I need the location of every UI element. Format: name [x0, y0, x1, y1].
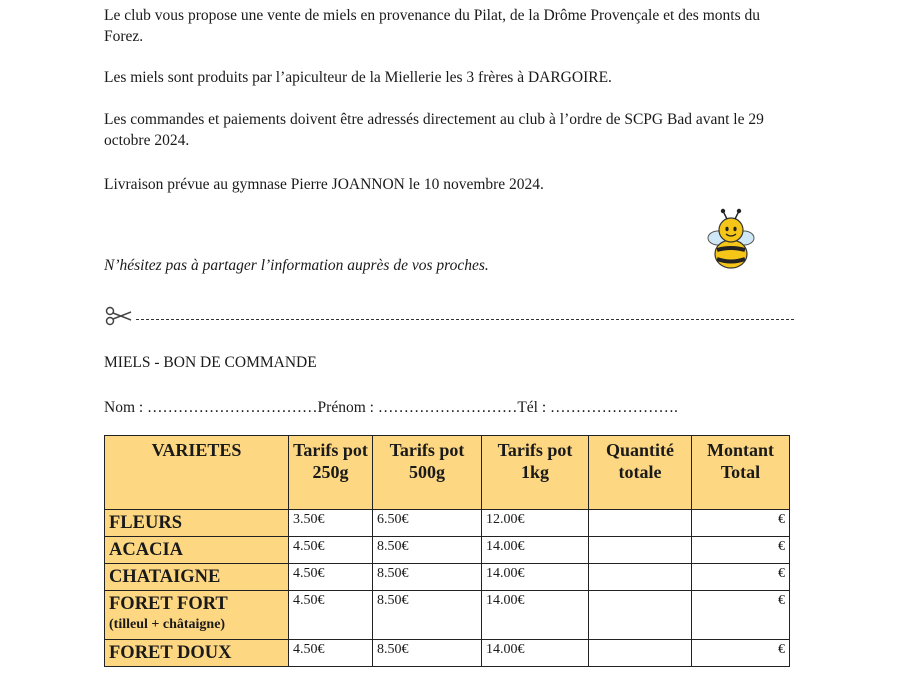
total-cell[interactable]: € [692, 591, 790, 640]
price-1kg: 14.00€ [482, 537, 589, 564]
table-row [105, 510, 790, 537]
cut-line [104, 305, 794, 331]
price-500g: 8.50€ [373, 640, 482, 667]
scissors-icon [104, 305, 134, 327]
total-cell[interactable]: € [692, 537, 790, 564]
price-250g: 4.50€ [289, 640, 373, 667]
table-row [105, 640, 790, 667]
intro-paragraph-origin: Le club vous propose une vente de miels en provenance du Pilat, de la Drôme Provençale et des monts du Forez. [104, 7, 760, 45]
customer-fields-line[interactable]: Nom : ……………………………Prénom : ………………………Tél : ……………………. [104, 399, 678, 416]
price-1kg: 14.00€ [482, 591, 589, 640]
quantity-cell[interactable] [589, 640, 692, 667]
price-500g: 6.50€ [373, 510, 482, 537]
price-500g: 8.50€ [373, 564, 482, 591]
order-form-title: MIELS - BON DE COMMANDE [104, 354, 317, 371]
table-row [105, 564, 790, 591]
quantity-cell[interactable] [589, 537, 692, 564]
header-price-250g: Tarifs pot 250g [289, 436, 373, 510]
price-1kg: 14.00€ [482, 564, 589, 591]
price-250g: 3.50€ [289, 510, 373, 537]
total-cell[interactable]: € [692, 510, 790, 537]
variety-name: FLEURS [105, 510, 289, 537]
dashed-line [136, 319, 794, 320]
table-row [105, 591, 790, 640]
header-price-500g: Tarifs pot 500g [373, 436, 482, 510]
variety-name: ACACIA [105, 537, 289, 564]
intro-paragraph-delivery: Livraison prévue au gymnase Pierre JOANNON le 10 novembre 2024. [104, 176, 544, 193]
header-total: Montant Total [692, 436, 790, 510]
table-row [105, 537, 790, 564]
header-variety: VARIETES [105, 436, 289, 510]
price-500g: 8.50€ [373, 537, 482, 564]
variety-subtitle: (tilleul + châtaigne) [109, 617, 226, 632]
total-cell[interactable]: € [692, 564, 790, 591]
variety-name: CHATAIGNE [105, 564, 289, 591]
quantity-cell[interactable] [589, 510, 692, 537]
quantity-cell[interactable] [589, 564, 692, 591]
variety-cell [105, 591, 289, 640]
price-250g: 4.50€ [289, 564, 373, 591]
price-1kg: 14.00€ [482, 640, 589, 667]
intro-paragraph-payment: Les commandes et paiements doivent être adressés directement au club à l’ordre de SCPG Bad avant le 29 octobre 2024. [104, 111, 764, 149]
intro-paragraph-producer: Les miels sont produits par l’apiculteur de la Miellerie les 3 frères à DARGOIRE. [104, 69, 612, 86]
header-price-1kg: Tarifs pot 1kg [482, 436, 589, 510]
quantity-cell[interactable] [589, 591, 692, 640]
price-500g: 8.50€ [373, 591, 482, 640]
bee-icon [696, 208, 766, 274]
table-header-row [105, 436, 790, 510]
intro-paragraph-share: N’hésitez pas à partager l’information auprès de vos proches. [104, 257, 489, 274]
order-table [104, 435, 790, 667]
header-quantity: Quantité totale [589, 436, 692, 510]
price-250g: 4.50€ [289, 591, 373, 640]
variety-name: FORET DOUX [105, 640, 289, 667]
price-250g: 4.50€ [289, 537, 373, 564]
total-cell[interactable]: € [692, 640, 790, 667]
price-1kg: 12.00€ [482, 510, 589, 537]
variety-name: FORET FORT [109, 594, 228, 614]
